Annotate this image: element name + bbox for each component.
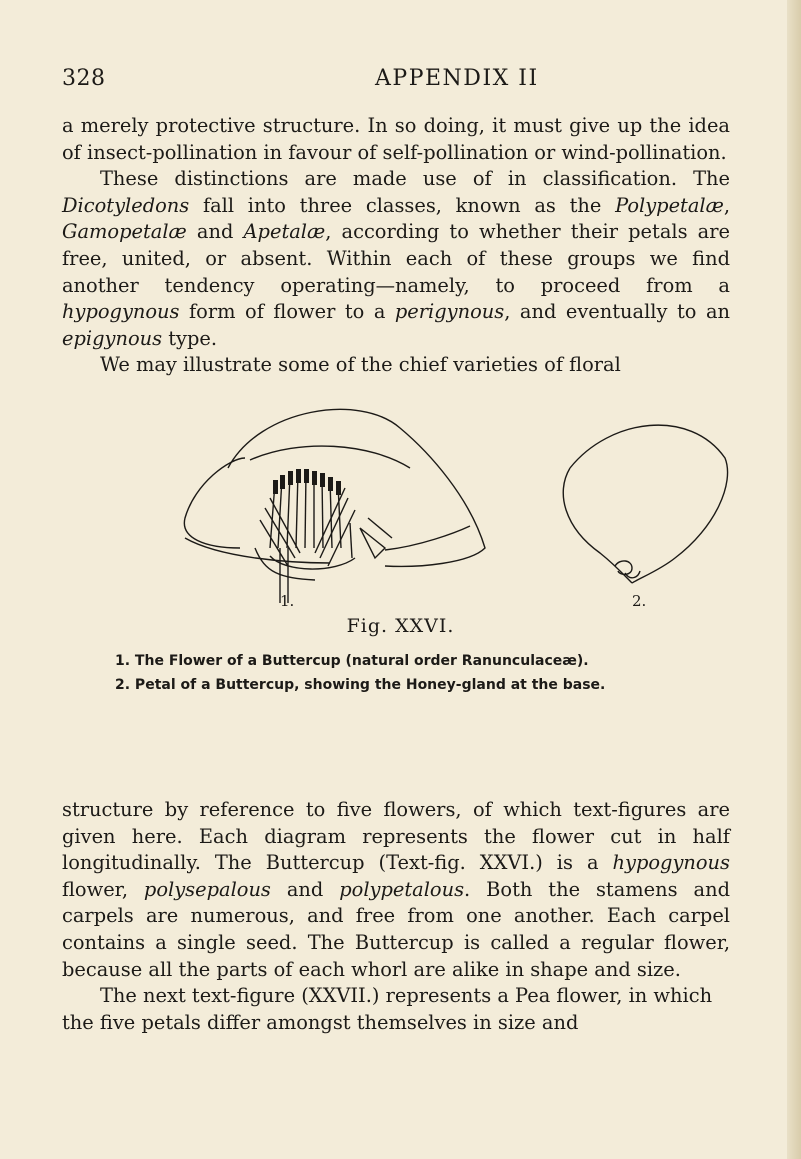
text-run: form of flower to a bbox=[179, 300, 395, 324]
carpel-outline bbox=[360, 528, 385, 558]
receptacle-outline bbox=[255, 548, 315, 580]
body-text-bottom bbox=[62, 797, 730, 1036]
paragraph bbox=[62, 352, 730, 379]
running-head: APPENDIX II bbox=[375, 66, 539, 91]
italic-term: hypogynous bbox=[612, 851, 730, 875]
text-run: structure by reference to five flowers, of which text-figures are given here. Each diagram represents the flower cut in half longitudinally. The Buttercup (Text-fig. XXVI.) is a bbox=[62, 798, 730, 875]
italic-term: Apetalæ bbox=[243, 220, 326, 244]
text-run: , and eventually to an bbox=[504, 300, 730, 324]
body-text-top bbox=[62, 113, 730, 379]
text-run: a merely protective structure. In so doing, it must give up the idea of insect-pollination in favour of self-pollination or wind-pollination. bbox=[62, 114, 730, 164]
petal-outline bbox=[385, 526, 470, 550]
sepal-outline bbox=[185, 538, 330, 563]
italic-term: polypetalous bbox=[339, 877, 465, 901]
text-run: , according to whether their petals are free, united, or absent. Within each of these groups we find another tendency operating—namely, to proceed from a bbox=[62, 220, 730, 297]
page-number: 328 bbox=[62, 66, 106, 91]
figure-label-2: 2. bbox=[632, 592, 647, 610]
petal-outline bbox=[228, 409, 485, 566]
petal-outline bbox=[250, 446, 410, 468]
carpel-outline bbox=[368, 518, 392, 538]
figure-buttercup bbox=[170, 398, 730, 608]
paragraph bbox=[62, 983, 730, 1036]
paragraph bbox=[62, 166, 730, 352]
text-run: These distinctions are made use of in classification. The bbox=[100, 167, 730, 191]
italic-term: Dicotyledons bbox=[62, 193, 190, 217]
text-run: type. bbox=[162, 326, 218, 350]
italic-term: epigynous bbox=[62, 326, 163, 350]
italic-term: Polypetalæ bbox=[615, 193, 724, 217]
caption-line: 2. Petal of a Buttercup, showing the Honey-gland at the base. bbox=[115, 677, 606, 693]
carpel-outline bbox=[350, 523, 352, 558]
italic-term: Gamopetalæ bbox=[62, 220, 187, 244]
buttercup-diagram bbox=[170, 398, 730, 608]
text-run: and bbox=[186, 220, 244, 244]
italic-term: perigynous bbox=[394, 300, 505, 324]
italic-term: hypogynous bbox=[62, 300, 180, 324]
figure-title: Fig. XXVI. bbox=[346, 615, 455, 637]
petal-outline bbox=[184, 458, 245, 548]
italic-term: polysepalous bbox=[143, 877, 271, 901]
text-run: The next text-figure (XXVII.) represents a Pea flower, in which the five petals differ amongst themselves in size and bbox=[62, 984, 713, 1034]
figure-captions bbox=[115, 649, 755, 697]
page-edge bbox=[787, 0, 801, 1159]
page-header bbox=[0, 66, 801, 96]
petal-2-outline bbox=[563, 468, 632, 583]
text-run: and bbox=[270, 877, 340, 901]
figure-label-1: 1. bbox=[280, 592, 295, 610]
paragraph bbox=[62, 797, 730, 983]
text-run: We may illustrate some of the chief varieties of floral bbox=[100, 353, 621, 377]
caption-line: 1. The Flower of a Buttercup (natural order Ranunculaceæ). bbox=[115, 653, 589, 669]
text-run: . Both the stamens and carpels are numerous, and free from one another. Each carpel contains a single seed. The Buttercup is called a regular flower, because all the parts of each whorl are alike in shape and size. bbox=[62, 877, 730, 981]
text-run: , bbox=[723, 193, 730, 217]
text-run: flower, bbox=[62, 877, 144, 901]
text-run: fall into three classes, known as the bbox=[189, 193, 616, 217]
petal-2-outline bbox=[570, 425, 728, 583]
paragraph bbox=[62, 113, 730, 166]
